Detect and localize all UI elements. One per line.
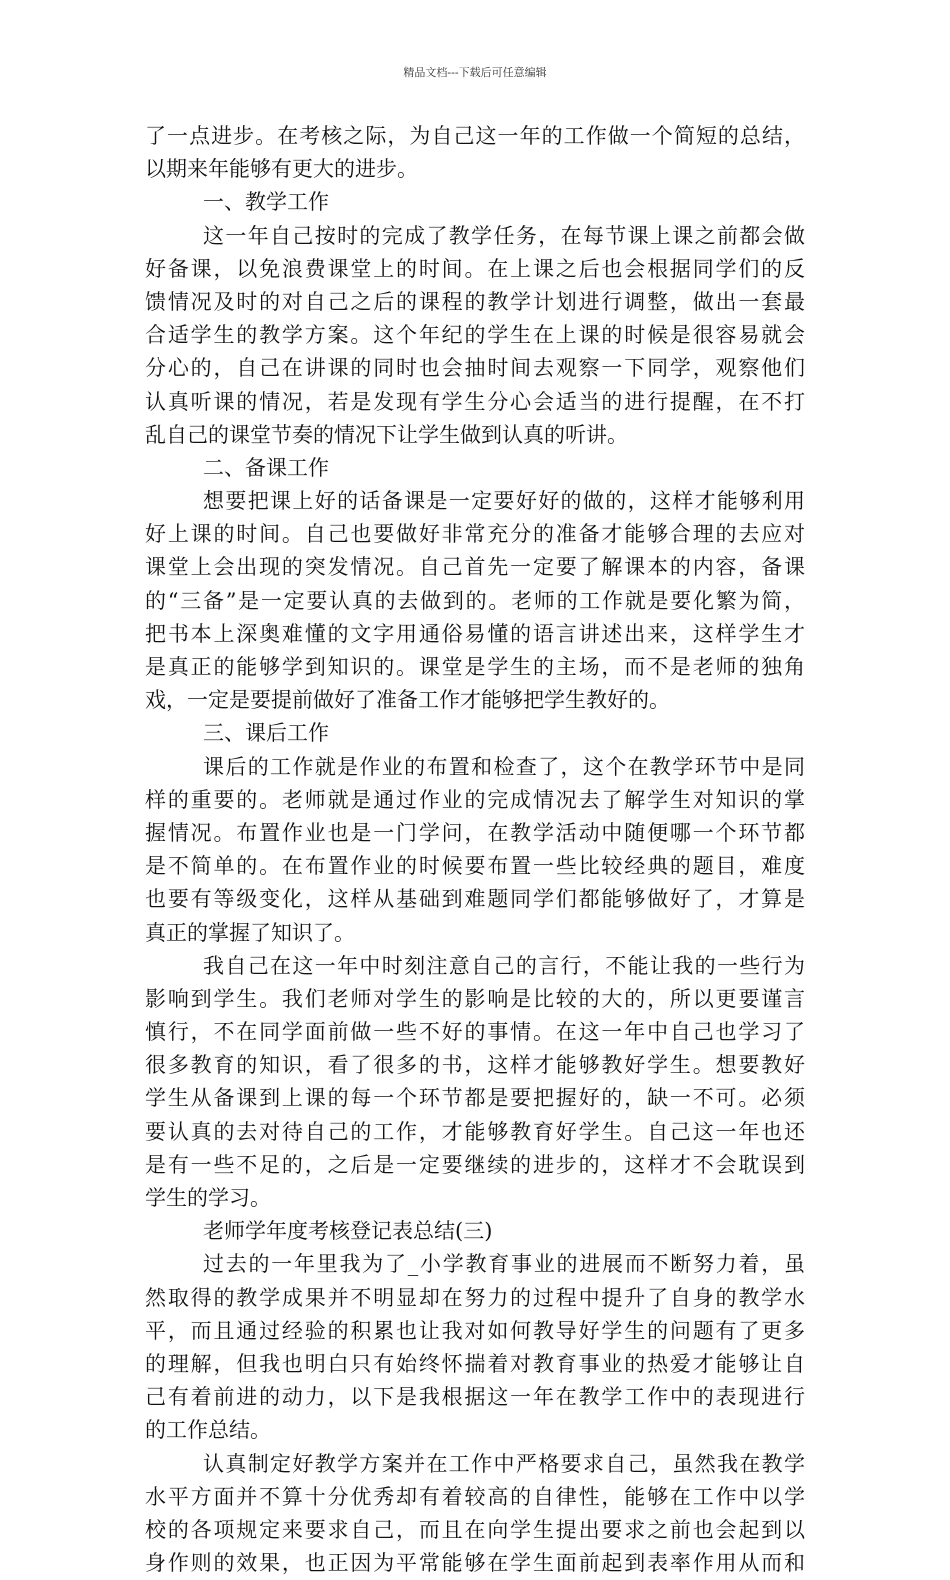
text-line: 馈情况及时的对自己之后的课程的教学计划进行调整，做出一套最 (145, 289, 805, 314)
text-line: 是真正的能够学到知识的。课堂是学生的主场，而不是老师的独角 (145, 655, 805, 679)
text-line: 乱自己的课堂节奏的情况下让学生做到认真的听讲。 (145, 422, 628, 447)
text-line: 样的重要的。老师就是通过作业的完成情况去了解学生对知识的掌 (145, 787, 805, 812)
text-line: 校的各项规定来要求自己，而且在向学生提出要求之前也会起到以 (145, 1517, 805, 1542)
page-header: 精品文档---下载后可任意编辑 (403, 66, 547, 79)
text-line: 是有一些不足的，之后是一定要继续的进步的，这样才不会耽误到 (145, 1152, 805, 1177)
text-line: 己有着前进的动力，以下是我根据这一年在教学工作中的表现进行 (145, 1385, 805, 1410)
text-line: 戏，一定是要提前做好了准备工作才能够把学生教好的。 (145, 688, 670, 713)
text-line: 握情况。布置作业也是一门学问，在教学活动中随便哪一个环节都 (145, 820, 805, 845)
text-line: 认真制定好教学方案并在工作中严格要求自己，虽然我在教学 (203, 1451, 805, 1476)
text-line: 水平方面并不算十分优秀却有着较高的自律性，能够在工作中以学 (145, 1484, 805, 1509)
text-line: 然取得的教学成果并不明显却在努力的过程中提升了自身的教学水 (145, 1285, 805, 1310)
text-line: 想要把课上好的话备课是一定要好好的做的，这样才能够利用 (203, 489, 805, 514)
section-heading: 二、备课工作 (203, 455, 329, 480)
text-line: 课后的工作就是作业的布置和检查了，这个在教学环节中是同 (203, 754, 805, 779)
text-line: 要认真的去对待自己的工作，才能够教育好学生。自己这一年也还 (145, 1119, 805, 1144)
text-line: 认真听课的情况，若是发现有学生分心会适当的进行提醒，在不打 (145, 389, 805, 414)
text-line: 影响到学生。我们老师对学生的影响是比较的大的，所以更要谨言 (145, 986, 805, 1011)
text-line: 也要有等级变化，这样从基础到难题同学们都能够做好了，才算是 (145, 887, 805, 912)
text-line: 合适学生的教学方案。这个年纪的学生在上课的时候是很容易就会 (145, 323, 805, 348)
text-line: 好上课的时间。自己也要做好非常充分的准备才能够合理的去应对 (145, 522, 805, 547)
text-line: 的理解，但我也明白只有始终怀揣着对教育事业的热爱才能够让自 (145, 1351, 805, 1376)
text-line: 以期来年能够有更大的进步。 (145, 157, 418, 182)
text-line: 课堂上会出现的突发情况。自己首先一定要了解课本的内容，备课 (145, 555, 805, 580)
text-line: 很多教育的知识，看了很多的书，这样才能够教好学生。想要教好 (145, 1053, 805, 1078)
text-line: 我自己在这一年中时刻注意自己的言行，不能让我的一些行为 (203, 953, 805, 978)
text-line: 好备课，以免浪费课堂上的时间。在上课之后也会根据同学们的反 (145, 256, 805, 281)
text-line: 慎行，不在同学面前做一些不好的事情。在这一年中自己也学习了 (145, 1020, 805, 1045)
text-line: 学生的学习。 (145, 1186, 271, 1210)
text-line: 把书本上深奥难懂的文字用通俗易懂的语言讲述出来，这样学生才 (145, 621, 805, 646)
text-line: 身作则的效果，也正因为平常能够在学生面前起到表率作用从而和 (145, 1551, 805, 1576)
text-line: 的工作总结。 (145, 1418, 271, 1443)
text-line: 平，而且通过经验的积累也让我对如何教导好学生的问题有了更多 (145, 1318, 805, 1343)
text-line: 学生从备课到上课的每一个环节都是要把握好的，缺一不可。必须 (145, 1086, 805, 1111)
text-line: 是不简单的。在布置作业的时候要布置一些比较经典的题目，难度 (145, 854, 805, 879)
text-line: 过去的一年里我为了_小学教育事业的进展而不断努力着，虽 (203, 1252, 805, 1277)
document-body (145, 120, 805, 1580)
section-heading: 老师学年度考核登记表总结(三) (203, 1219, 493, 1244)
section-heading: 一、教学工作 (203, 190, 329, 215)
section-heading: 三、课后工作 (203, 721, 329, 746)
text-line: 真正的掌握了知识了。 (145, 920, 355, 945)
text-line: 分心的，自己在讲课的同时也会抽时间去观察一下同学，观察他们 (145, 356, 805, 381)
text-line: 这一年自己按时的完成了教学任务，在每节课上课之前都会做 (203, 223, 805, 248)
text-line: 了一点进步。在考核之际，为自己这一年的工作做一个简短的总结， (145, 124, 805, 148)
text-line: 的“三备”是一定要认真的去做到的。老师的工作就是要化繁为简， (145, 588, 805, 613)
